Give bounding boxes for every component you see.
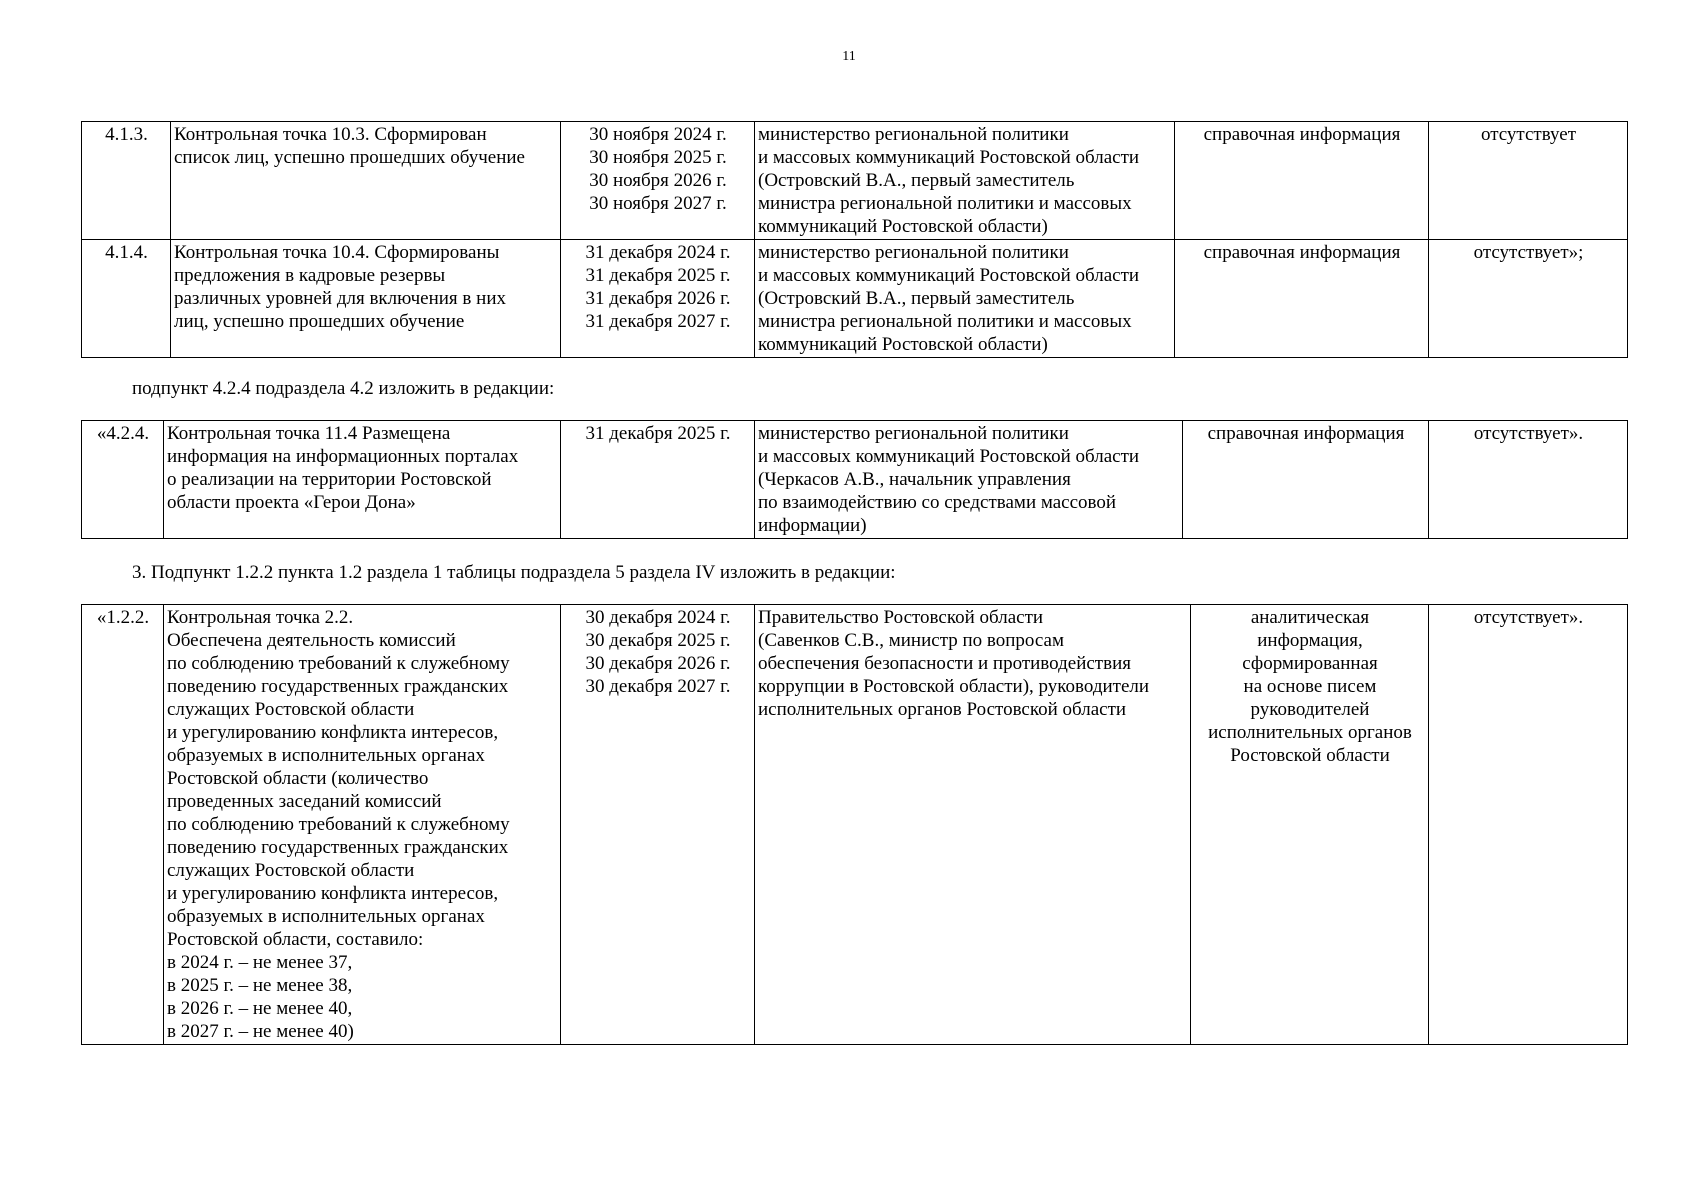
description-line: по соблюдению требований к служебному bbox=[167, 814, 510, 835]
description-line: в 2024 г. – не менее 37, bbox=[167, 952, 353, 973]
document-type-cell bbox=[1183, 421, 1429, 539]
description-line: образуемых в исполнительных органах bbox=[167, 906, 485, 927]
document-type-line: исполнительных органов bbox=[1208, 722, 1412, 743]
document-type-line: Ростовской области bbox=[1230, 745, 1390, 766]
description-line: поведению государственных гражданских bbox=[167, 676, 509, 697]
document-type-cell bbox=[1175, 122, 1429, 240]
responsible-line: и массовых коммуникаций Ростовской области bbox=[758, 446, 1140, 467]
responsible-cell bbox=[755, 421, 1183, 539]
info-system-cell bbox=[1429, 122, 1628, 240]
date-line: 31 декабря 2025 г. bbox=[585, 265, 731, 286]
document-type-cell bbox=[1191, 605, 1429, 1045]
responsible-line: информации) bbox=[758, 515, 867, 536]
responsible-line: обеспечения безопасности и противодействия bbox=[758, 653, 1131, 674]
dates-cell bbox=[561, 421, 755, 539]
responsible-line: по взаимодействию со средствами массовой bbox=[758, 492, 1117, 513]
description-line: предложения в кадровые резервы bbox=[174, 265, 446, 286]
amendment-paragraph: подпункт 4.2.4 подраздела 4.2 изложить в редакции: bbox=[132, 378, 555, 399]
date-line: 31 декабря 2026 г. bbox=[585, 288, 731, 309]
date-line: 30 декабря 2025 г. bbox=[585, 630, 731, 651]
row-number: «4.2.4. bbox=[96, 423, 150, 444]
description-line: Контрольная точка 10.4. Сформированы bbox=[174, 242, 500, 263]
table-control-point-4-2-4 bbox=[81, 420, 1628, 539]
responsible-cell bbox=[755, 122, 1175, 240]
description-line: образуемых в исполнительных органах bbox=[167, 745, 485, 766]
responsible-line: коррупции в Ростовской области), руководители bbox=[758, 676, 1150, 697]
table-row bbox=[82, 240, 1628, 358]
table-row bbox=[82, 122, 1628, 240]
date-line: 30 декабря 2024 г. bbox=[585, 607, 731, 628]
page-number: 11 bbox=[842, 49, 856, 64]
info-system-value: отсутствует». bbox=[1473, 607, 1584, 628]
description-line: в 2025 г. – не менее 38, bbox=[167, 975, 353, 996]
description-line: в 2027 г. – не менее 40) bbox=[167, 1021, 354, 1042]
info-system-cell bbox=[1429, 421, 1628, 539]
description-line: служащих Ростовской области bbox=[167, 860, 415, 881]
description-line: в 2026 г. – не менее 40, bbox=[167, 998, 353, 1019]
info-system-value: отсутствует bbox=[1480, 124, 1577, 145]
responsible-line: министерство региональной политики bbox=[758, 423, 1069, 444]
info-system-value: отсутствует»; bbox=[1473, 242, 1584, 263]
row-number-cell bbox=[82, 240, 171, 358]
document-type-line: сформированная bbox=[1242, 653, 1378, 674]
row-number-cell bbox=[82, 605, 164, 1045]
info-system-value: отсутствует». bbox=[1473, 423, 1584, 444]
description-line: и урегулированию конфликта интересов, bbox=[167, 883, 499, 904]
responsible-cell bbox=[755, 240, 1175, 358]
date-line: 31 декабря 2025 г. bbox=[585, 423, 731, 444]
description-cell bbox=[164, 605, 561, 1045]
responsible-line: и массовых коммуникаций Ростовской области bbox=[758, 147, 1140, 168]
responsible-line: (Черкасов А.В., начальник управления bbox=[758, 469, 1071, 490]
description-line: список лиц, успешно прошедших обучение bbox=[174, 147, 525, 168]
responsible-line: министерство региональной политики bbox=[758, 124, 1069, 145]
date-line: 31 декабря 2024 г. bbox=[585, 242, 731, 263]
responsible-line: министра региональной политики и массовых bbox=[758, 311, 1132, 332]
table-row bbox=[82, 421, 1628, 539]
responsible-line: (Островский В.А., первый заместитель bbox=[758, 288, 1075, 309]
document-type-line: справочная информация bbox=[1203, 242, 1401, 263]
document-type-line: справочная информация bbox=[1203, 124, 1401, 145]
date-line: 31 декабря 2027 г. bbox=[585, 311, 731, 332]
description-line: поведению государственных гражданских bbox=[167, 837, 509, 858]
date-line: 30 ноября 2025 г. bbox=[589, 147, 727, 168]
responsible-line: (Островский В.А., первый заместитель bbox=[758, 170, 1075, 191]
description-line: области проекта «Герои Дона» bbox=[167, 492, 416, 513]
responsible-line: коммуникаций Ростовской области) bbox=[758, 334, 1048, 355]
description-line: проведенных заседаний комиссий bbox=[167, 791, 442, 812]
responsible-line: коммуникаций Ростовской области) bbox=[758, 216, 1048, 237]
responsible-line: министерство региональной политики bbox=[758, 242, 1069, 263]
description-line: Контрольная точка 2.2. bbox=[167, 607, 354, 628]
responsible-cell bbox=[755, 605, 1191, 1045]
responsible-line: министра региональной политики и массовых bbox=[758, 193, 1132, 214]
date-line: 30 ноября 2024 г. bbox=[589, 124, 727, 145]
dates-cell bbox=[561, 240, 755, 358]
document-type-line: аналитическая bbox=[1250, 607, 1370, 628]
dates-cell bbox=[561, 605, 755, 1045]
responsible-line: и массовых коммуникаций Ростовской области bbox=[758, 265, 1140, 286]
date-line: 30 декабря 2027 г. bbox=[585, 676, 731, 697]
document-type-line: руководителей bbox=[1250, 699, 1370, 720]
description-line: Контрольная точка 11.4 Размещена bbox=[167, 423, 451, 444]
description-line: служащих Ростовской области bbox=[167, 699, 415, 720]
description-line: Обеспечена деятельность комиссий bbox=[167, 630, 456, 651]
amendment-paragraph: 3. Подпункт 1.2.2 пункта 1.2 раздела 1 таблицы подраздела 5 раздела IV изложить в редакции: bbox=[132, 562, 896, 583]
description-cell bbox=[171, 122, 561, 240]
document-type-cell bbox=[1175, 240, 1429, 358]
description-line: лиц, успешно прошедших обучение bbox=[174, 311, 465, 332]
row-number-cell bbox=[82, 122, 171, 240]
description-line: различных уровней для включения в них bbox=[174, 288, 506, 309]
responsible-line: (Савенков С.В., министр по вопросам bbox=[758, 630, 1064, 651]
date-line: 30 ноября 2027 г. bbox=[589, 193, 727, 214]
document-type-line: справочная информация bbox=[1207, 423, 1405, 444]
table-control-points-4-1 bbox=[81, 121, 1628, 358]
document-type-line: на основе писем bbox=[1243, 676, 1377, 697]
responsible-line: Правительство Ростовской области bbox=[758, 607, 1044, 628]
description-line: о реализации на территории Ростовской bbox=[167, 469, 492, 490]
responsible-line: исполнительных органов Ростовской области bbox=[758, 699, 1127, 720]
table-control-point-1-2-2 bbox=[81, 604, 1628, 1045]
description-line: информация на информационных порталах bbox=[167, 446, 519, 467]
row-number: 4.1.4. bbox=[105, 242, 148, 263]
document-type-line: информация, bbox=[1257, 630, 1363, 651]
description-line: Контрольная точка 10.3. Сформирован bbox=[174, 124, 487, 145]
dates-cell bbox=[561, 122, 755, 240]
date-line: 30 декабря 2026 г. bbox=[585, 653, 731, 674]
info-system-cell bbox=[1429, 605, 1628, 1045]
description-cell bbox=[171, 240, 561, 358]
table-row bbox=[82, 605, 1628, 1045]
description-line: Ростовской области, составило: bbox=[167, 929, 424, 950]
row-number-cell bbox=[82, 421, 164, 539]
row-number: «1.2.2. bbox=[96, 607, 150, 628]
description-line: Ростовской области (количество bbox=[167, 768, 429, 789]
info-system-cell bbox=[1429, 240, 1628, 358]
description-line: по соблюдению требований к служебному bbox=[167, 653, 510, 674]
date-line: 30 ноября 2026 г. bbox=[589, 170, 727, 191]
row-number: 4.1.3. bbox=[105, 124, 148, 145]
description-cell bbox=[164, 421, 561, 539]
description-line: и урегулированию конфликта интересов, bbox=[167, 722, 499, 743]
